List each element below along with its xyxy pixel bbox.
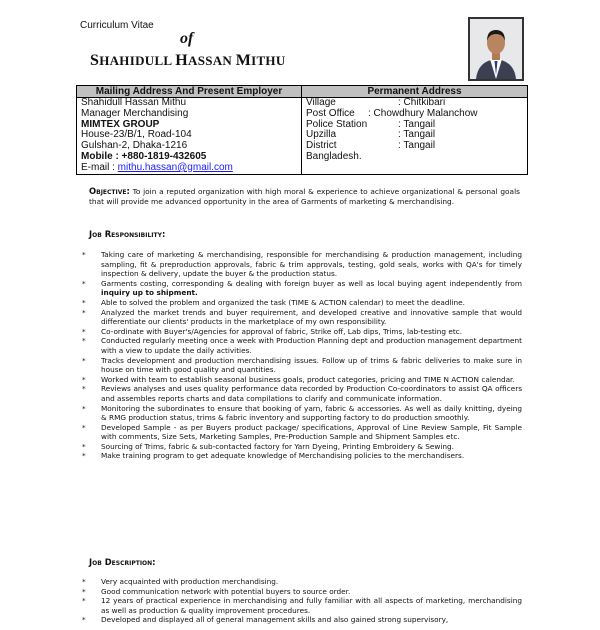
list-item <box>82 250 522 279</box>
bullet-icon: * <box>82 586 86 596</box>
name-initial-1: S <box>90 52 100 69</box>
name-rest-2: ASSAN <box>188 53 233 68</box>
bullet-icon: * <box>82 374 86 384</box>
bullet-icon: * <box>82 250 86 259</box>
bullet-icon: * <box>82 422 86 432</box>
list-item <box>82 327 522 337</box>
list-item-text: Tracks development and production merchandising issues. Follow up of trims & fabric deliveries to make sure in house on time with good quality and quantities. <box>101 355 522 375</box>
address-table <box>76 85 528 175</box>
bullet-icon: * <box>82 336 86 346</box>
addr-line-house: House-23/B/1, Road-104 <box>81 129 192 141</box>
mailing-address-header: Mailing Address And Present Employer <box>77 86 302 98</box>
bullet-icon: * <box>82 451 86 461</box>
list-item <box>82 451 522 461</box>
perm-key: Village <box>306 97 336 108</box>
name-rest-3: ITHU <box>251 53 286 68</box>
list-item <box>82 384 522 403</box>
list-item-text: Able to solved the problem and organized the task (TIME & ACTION calendar) to meet the deadline. <box>101 297 465 307</box>
addr-line-company: MIMTEX GROUP <box>81 118 160 130</box>
perm-key: Police Station <box>306 118 368 130</box>
of-word: of <box>180 30 194 47</box>
portrait-icon <box>470 19 522 79</box>
list-item-text: Developed and displayed all of general management skills and also gained strong supervisory, <box>101 615 449 625</box>
list-item <box>82 596 522 615</box>
bullet-icon: * <box>82 278 86 288</box>
list-item <box>82 356 522 375</box>
list-item-text: 12 years of practical experience in merchandising and fully familiar with all aspects of marketing, merchandising as well as production & quality improvement procedures. <box>101 596 522 615</box>
addr-line-mobile: Mobile : +880-1819-432605 <box>81 150 207 162</box>
list-item-text: Reviews analyses and uses quality performance data recorded by Production Co-coordinators to assist QA officers and assembles reports charts and data compilations to clarify and communicate information. <box>101 384 522 403</box>
bullet-icon: * <box>82 577 86 586</box>
list-item-text: Developed Sample - as per Buyers product package/ specifications, Approval of Line Review Sample, Fit Sample with comments, Size Sets, Marketing Samples, Pre-Production Sample and Shipment Samples etc. <box>101 422 522 442</box>
permanent-address-cell <box>302 98 528 175</box>
bullet-icon: * <box>82 403 86 413</box>
list-item <box>82 298 522 308</box>
perm-value: : Tangail <box>398 118 436 130</box>
profile-photo <box>468 17 524 81</box>
list-item-text: Good communication network with potential buyers to source order. <box>101 586 351 596</box>
email-label: E-mail : <box>81 161 118 173</box>
perm-value: : Chowdhury Malanchow <box>368 107 478 119</box>
bullet-icon: * <box>82 384 86 394</box>
responsibility-list <box>82 250 522 461</box>
name-rest-1: HAHIDULL <box>99 53 172 68</box>
list-item-text: Make training program to get adequate knowledge of Merchandising policies to the merchandisers. <box>101 451 465 461</box>
list-item <box>82 308 522 327</box>
objective-paragraph <box>89 186 520 207</box>
bullet-icon: * <box>82 355 86 365</box>
list-item-text: Garments costing, corresponding & dealing with foreign buyer as well as local buying agent independently from <box>101 278 522 288</box>
perm-row-country: Bangladesh. <box>306 150 362 162</box>
list-item <box>82 336 522 355</box>
list-item-text: Analyzed the market trends and buyer requirement, and developed creative and innovative sample that would differentiate our clients' products in the marketplace of my own responsibility. <box>101 307 522 327</box>
cv-label: Curriculum Vitae <box>80 20 154 31</box>
bullet-icon: * <box>82 307 86 317</box>
perm-key: District <box>306 140 337 152</box>
perm-row-post-office <box>306 109 523 120</box>
name-initial-3: M <box>235 52 252 69</box>
job-responsibility-heading: Job Responsibility: <box>89 229 166 239</box>
list-item <box>82 404 522 423</box>
perm-key: Post Office <box>306 107 355 119</box>
perm-value: : Tangail <box>398 140 436 152</box>
bullet-icon: * <box>82 297 86 307</box>
perm-value: : Tangail <box>398 129 436 141</box>
bullet-icon: * <box>82 441 86 451</box>
list-item-bold-text: inquiry up to shipment. <box>101 288 198 298</box>
bullet-icon: * <box>82 326 86 336</box>
list-item <box>82 442 522 452</box>
description-list <box>82 577 522 625</box>
bullet-icon: * <box>82 596 86 606</box>
candidate-name <box>90 52 286 70</box>
list-item-text: Taking care of marketing & merchandising, responsible for merchandising & production management, including sampling, fit & preproduction approvals, fabric & trim approvals, testing, gold seals, works with QA's for timely inspection & delivery, update the buyer & the production status. <box>101 250 522 279</box>
list-item <box>82 615 522 625</box>
list-item-text: Very acquainted with production merchandising. <box>101 577 279 586</box>
addr-line-title: Manager Merchandising <box>81 107 189 119</box>
name-initial-2: H <box>175 52 188 69</box>
list-item <box>82 577 522 587</box>
perm-key: Upzilla <box>306 129 337 141</box>
email-link[interactable]: mithu.hassan@gmail.com <box>117 161 233 173</box>
job-description-heading: Job Description: <box>89 557 156 567</box>
list-item-text: Worked with team to establish seasonal business goals, product categories, pricing and TIME N ACTION calendar. <box>101 374 515 384</box>
addr-line-name: Shahidull Hassan Mithu <box>81 97 187 108</box>
list-item-text: Monitoring the subordinates to ensure that booking of yarn, fabric & accessories. As well as daily knitting, dyeing & RMG production status, trims & fabric inventory and supporting factory to do production smoothly. <box>101 403 522 423</box>
bullet-icon: * <box>82 615 86 625</box>
objective-label: Objective: <box>89 186 130 196</box>
perm-value: : Chitkibari <box>398 97 446 108</box>
list-item-text: Conducted regularly meeting once a week with Production Planning dept and production management department with a view to update the daily activities. <box>101 336 522 355</box>
mailing-address-cell <box>77 98 302 175</box>
list-item <box>82 279 522 298</box>
list-item <box>82 423 522 442</box>
list-item <box>82 587 522 597</box>
permanent-address-header: Permanent Address <box>302 86 528 98</box>
list-item <box>82 375 522 385</box>
objective-text: To join a reputed organization with high moral & experience to achieve organizational & personal goals that will provide me advanced opportunity in the area of Garments of marketing & merchandising. <box>89 187 520 206</box>
list-item-text: Sourcing of Trims, fabric & sub-contacted factory for Yarn Dyeing, Printing Embroidery & Sewing. <box>101 441 454 451</box>
list-item-text: Co-ordinate with Buyer's/Agencies for approval of fabric, Strike off, Lab dips, Trims, lab-testing etc. <box>101 326 463 336</box>
addr-line-email <box>81 163 297 174</box>
addr-line-area: Gulshan-2, Dhaka-1216 <box>81 140 188 152</box>
